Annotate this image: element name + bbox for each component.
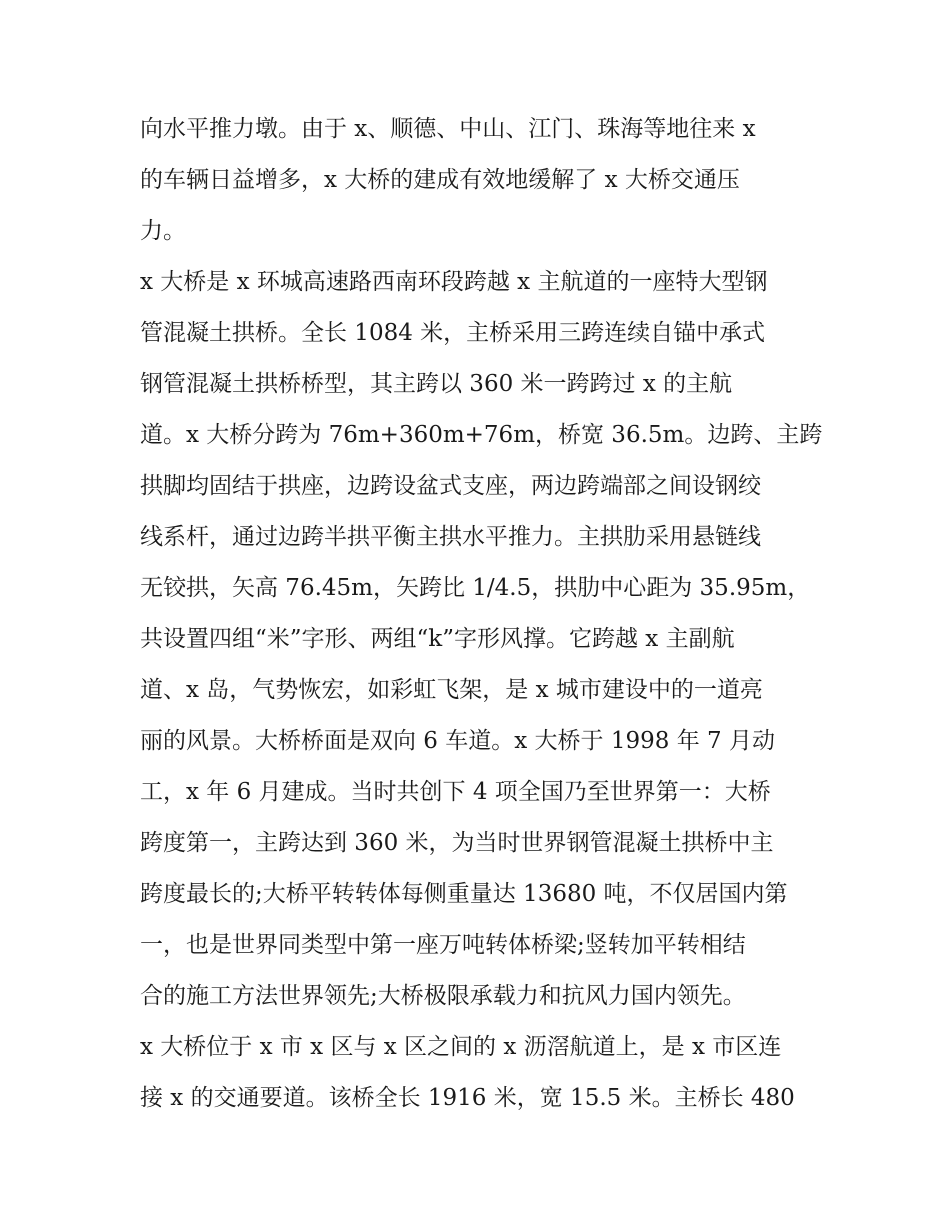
text-line: 拱脚均固结于拱座，边跨设盆式支座，两边跨端部之间设钢绞 (140, 473, 761, 499)
text-line: x 大桥是 x 环城高速路西南环段跨越 x 主航道的一座特大型钢 (140, 269, 768, 295)
text-line: 向水平推力墩。由于 x、顺德、中山、江门、珠海等地往来 x (140, 116, 756, 142)
text-line: 跨度最长的;大桥平转转体每侧重量达 13680 吨，不仅居国内第 (140, 881, 788, 907)
text-line: 线系杆，通过边跨半拱平衡主拱水平推力。主拱肋采用悬链线 (140, 524, 761, 550)
text-line: x 大桥位于 x 市 x 区与 x 区之间的 x 沥滘航道上，是 x 市区连 (140, 1034, 782, 1060)
text-line: 力。 (140, 218, 186, 244)
text-line: 钢管混凝土拱桥桥型，其主跨以 360 米一跨跨过 x 的主航 (140, 371, 733, 397)
text-line: 共设置四组“米”字形、两组“k”字形风撑。它跨越 x 主副航 (140, 626, 735, 652)
text-line: 无铰拱，矢高 76.45m，矢跨比 1/4.5，拱肋中心距为 35.95m， (140, 575, 811, 601)
text-line: 合的施工方法世界领先;大桥极限承载力和抗风力国内领先。 (140, 983, 746, 1009)
text-line: 跨度第一，主跨达到 360 米，为当时世界钢管混凝土拱桥中主 (140, 830, 774, 856)
text-line: 接 x 的交通要道。该桥全长 1916 米，宽 15.5 米。主桥长 480 (140, 1085, 795, 1111)
text-line: 管混凝土拱桥。全长 1084 米，主桥采用三跨连续自锚中承式 (140, 320, 766, 346)
text-line: 一，也是世界同类型中第一座万吨转体桥梁;竖转加平转相结 (140, 932, 746, 958)
text-line: 道。x 大桥分跨为 76m+360m+76m，桥宽 36.5m。边跨、主跨 (140, 422, 823, 448)
text-line: 工，x 年 6 月建成。当时共创下 4 项全国乃至世界第一：大桥 (140, 779, 771, 805)
text-line: 的车辆日益增多，x 大桥的建成有效地缓解了 x 大桥交通压 (140, 167, 740, 193)
text-line: 丽的风景。大桥桥面是双向 6 车道。x 大桥于 1998 年 7 月动 (140, 728, 775, 754)
text-line: 道、x 岛，气势恢宏，如彩虹飞架，是 x 城市建设中的一道亮 (140, 677, 763, 703)
